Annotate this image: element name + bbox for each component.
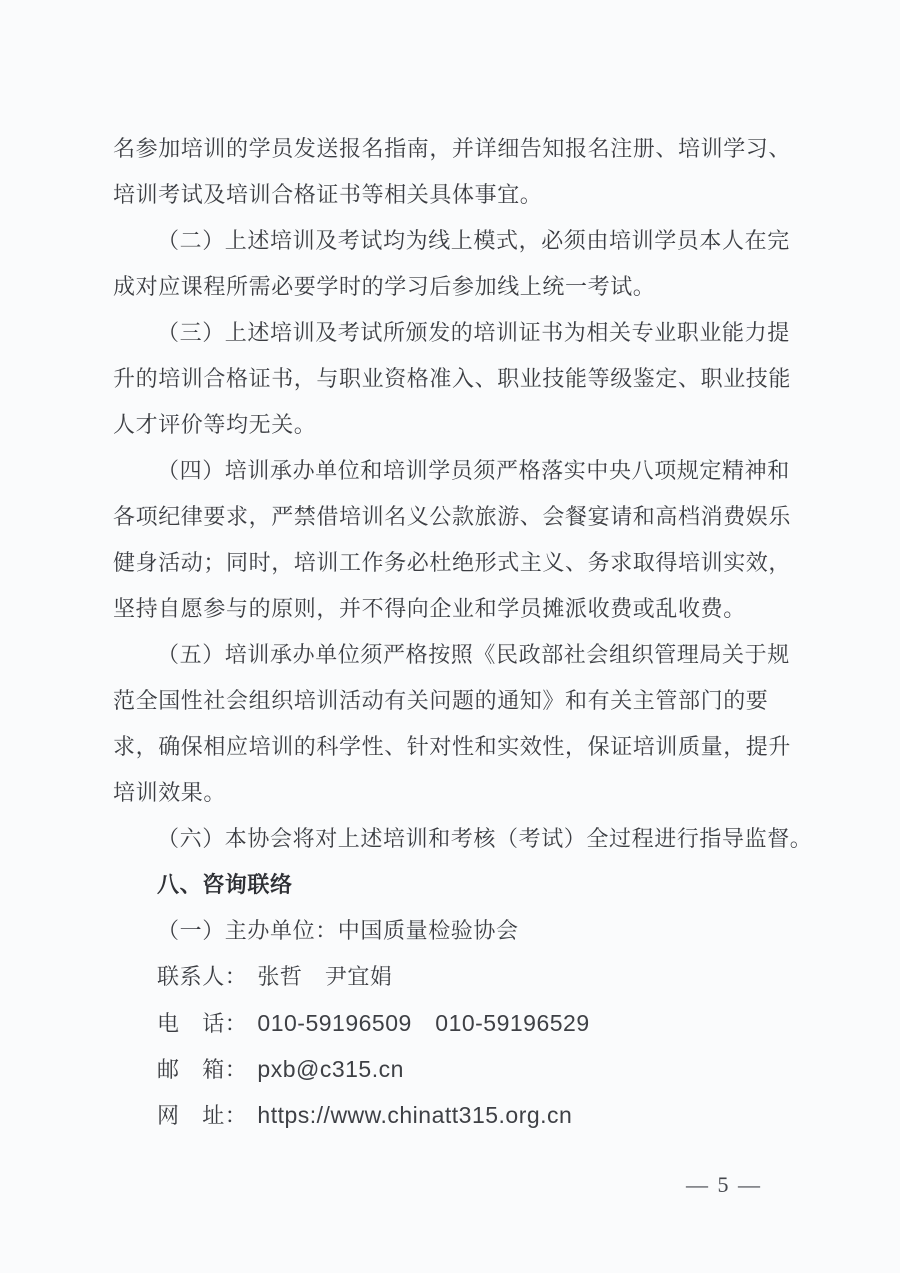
text-line: （五）培训承办单位须严格按照《民政部社会组织管理局关于规 — [157, 642, 790, 667]
text-line: 名参加培训的学员发送报名指南，并详细告知报名注册、培训学习、 — [113, 136, 792, 161]
text-line: 求，确保相应培训的科学性、针对性和实效性，保证培训质量，提升 — [113, 734, 792, 759]
section-heading: 八、咨询联络 — [157, 872, 293, 897]
contact-email-line — [113, 1046, 813, 1092]
text-line: （四）培训承办单位和培训学员须严格落实中央八项规定精神和 — [157, 458, 790, 483]
page-number: — 5 — — [686, 1172, 762, 1197]
contact-phone-label: 电 话： — [157, 1011, 248, 1036]
text-line: 升的培训合格证书，与职业资格准入、职业技能等级鉴定、职业技能 — [113, 366, 792, 391]
body-text — [113, 126, 813, 862]
text-line: 各项纪律要求，严禁借培训名义公款旅游、会餐宴请和高档消费娱乐 — [113, 504, 792, 529]
contact-person-label: 联系人： — [157, 964, 248, 989]
contact-person-value: 张哲 尹宜娟 — [257, 964, 393, 989]
contact-phone-value: 010-59196509 010-59196529 — [257, 1010, 590, 1036]
contact-email-value: pxb@c315.cn — [257, 1056, 404, 1082]
text-line: （三）上述培训及考试所颁发的培训证书为相关专业职业能力提 — [157, 320, 790, 345]
text-line: （六）本协会将对上述培训和考核（考试）全过程进行指导监督。 — [157, 826, 813, 851]
text-line: 坚持自愿参与的原则，并不得向企业和学员摊派收费或乱收费。 — [113, 596, 746, 621]
contact-website-line — [113, 1092, 813, 1138]
text-line: 培训效果。 — [113, 780, 227, 805]
text-line: 成对应课程所需必要学时的学习后参加线上统一考试。 — [113, 274, 656, 299]
contact-person-line — [113, 954, 813, 1000]
text-line: （二）上述培训及考试均为线上模式，必须由培训学员本人在完 — [157, 228, 790, 253]
text-line: 人才评价等均无关。 — [113, 412, 317, 437]
contact-website-value: https://www.chinatt315.org.cn — [257, 1102, 573, 1128]
text-line: 健身活动；同时，培训工作务必杜绝形式主义、务求取得培训实效， — [113, 550, 792, 575]
text-line: 培训考试及培训合格证书等相关具体事宜。 — [113, 182, 543, 207]
contact-website-label: 网 址： — [157, 1103, 248, 1128]
contact-email-label: 邮 箱： — [157, 1057, 248, 1082]
document-content — [113, 126, 813, 1138]
organizer-line: （一）主办单位：中国质量检验协会 — [157, 918, 519, 943]
text-line: 范全国性社会组织培训活动有关问题的通知》和有关主管部门的要 — [113, 688, 769, 713]
contact-phone-line — [113, 1000, 813, 1046]
